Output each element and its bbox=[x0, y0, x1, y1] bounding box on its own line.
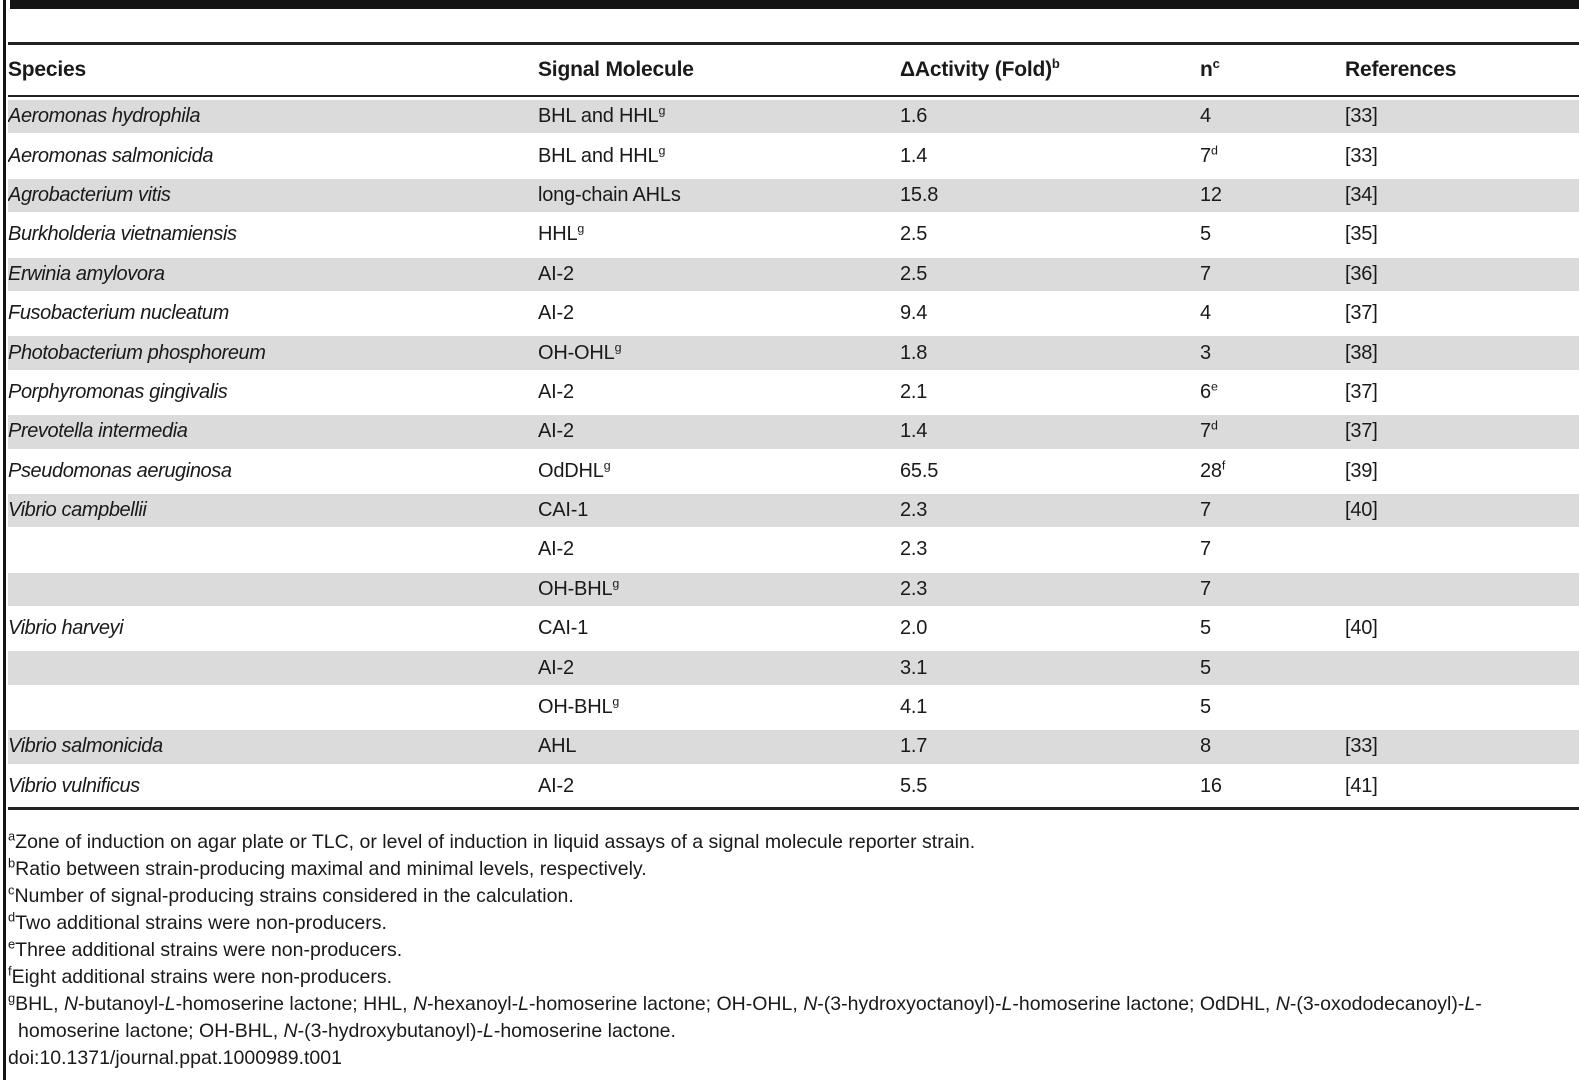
reference-cell: [37] bbox=[1345, 302, 1378, 325]
table-row bbox=[8, 373, 1579, 412]
species-cell: Fusobacterium nucleatum bbox=[8, 302, 229, 325]
signal-molecule-cell: OH-BHL$^g$ bbox=[538, 577, 620, 600]
species-cell: Agrobacterium vitis bbox=[8, 183, 171, 206]
reference-cell: [40] bbox=[1345, 617, 1378, 640]
activity-fold-cell: 1.7 bbox=[900, 735, 928, 758]
reference-cell: [36] bbox=[1345, 262, 1378, 285]
signal-molecule-cell: AI-2 bbox=[538, 380, 574, 403]
species-cell: Photobacterium phosphoreum bbox=[8, 341, 266, 364]
n-cell: 7$^d$ bbox=[1200, 420, 1218, 443]
signal-molecule-cell: AI-2 bbox=[538, 774, 574, 797]
header-activity-sup: b bbox=[1051, 58, 1060, 71]
table-row bbox=[8, 412, 1579, 451]
table-row bbox=[8, 767, 1579, 806]
signal-molecule-cell: BHL and HHL$^g$ bbox=[538, 144, 666, 167]
header-n-sup: c bbox=[1212, 58, 1220, 71]
n-cell: 4 bbox=[1200, 302, 1211, 325]
top-title-bar-fragment bbox=[10, 0, 1579, 9]
table-row bbox=[8, 648, 1579, 687]
n-cell: 28$^f$ bbox=[1200, 459, 1226, 482]
signal-molecule-cell: OdDHL$^g$ bbox=[538, 459, 611, 482]
reference-cell: [33] bbox=[1345, 735, 1378, 758]
species-cell: Burkholderia vietnamiensis bbox=[8, 223, 237, 246]
n-cell: 7 bbox=[1200, 499, 1211, 522]
table-header-row bbox=[8, 45, 1579, 95]
table-row bbox=[8, 452, 1579, 491]
species-cell: Prevotella intermedia bbox=[8, 420, 188, 443]
reference-cell: [34] bbox=[1345, 183, 1378, 206]
n-cell: 6e bbox=[1200, 380, 1218, 403]
signal-molecule-cell: long-chain AHLs bbox=[538, 183, 681, 206]
rule-table-bottom bbox=[8, 807, 1579, 810]
n-cell: 4 bbox=[1200, 105, 1211, 128]
reference-cell: [41] bbox=[1345, 774, 1378, 797]
table-row bbox=[8, 333, 1579, 372]
activity-fold-cell: 2.1 bbox=[900, 380, 928, 403]
signal-molecule-cell: AI-2 bbox=[538, 262, 574, 285]
header-species bbox=[8, 58, 538, 82]
table-row bbox=[8, 97, 1579, 136]
species-cell: Porphyromonas gingivalis bbox=[8, 380, 228, 403]
signal-molecule-cell: HHL$^g$ bbox=[538, 223, 585, 246]
footnote-line: $^a$Zone of induction on agar plate or TLC, or level of induction in liquid assays of a signal molecule reporter strain. bbox=[8, 829, 976, 853]
activity-fold-cell: 1.6 bbox=[900, 105, 928, 128]
activity-fold-cell: 9.4 bbox=[900, 302, 928, 325]
signal-molecule-cell: AI-2 bbox=[538, 302, 574, 325]
reference-cell: [38] bbox=[1345, 341, 1378, 364]
n-cell: 7$^d$ bbox=[1200, 144, 1218, 167]
table-row bbox=[8, 688, 1579, 727]
header-species-label: Species bbox=[8, 58, 86, 81]
footnote-line: $^d$Two additional strains were non-producers. bbox=[8, 910, 387, 934]
activity-fold-cell: 2.3 bbox=[900, 538, 928, 561]
header-references-label: References bbox=[1345, 58, 1457, 81]
footnote-line: $^f$Eight additional strains were non-producers. bbox=[8, 964, 393, 988]
table-body bbox=[8, 97, 1579, 806]
n-cell: 3 bbox=[1200, 341, 1211, 364]
table-row bbox=[8, 530, 1579, 569]
n-cell: 8 bbox=[1200, 735, 1211, 758]
header-references bbox=[1345, 58, 1579, 82]
n-cell: 5 bbox=[1200, 617, 1211, 640]
species-cell: Vibrio campbellii bbox=[8, 499, 147, 522]
footnote-line: $^e$Three additional strains were non-producers. bbox=[8, 937, 403, 961]
table-row bbox=[8, 215, 1579, 254]
table-row bbox=[8, 609, 1579, 648]
signal-molecule-cell: CAI-1 bbox=[538, 499, 589, 522]
signal-molecule-cell: OH-OHL$^g$ bbox=[538, 341, 622, 364]
activity-fold-cell: 1.4 bbox=[900, 144, 928, 167]
footnote-line: $^c$Number of signal-producing strains considered in the calculation. bbox=[8, 883, 574, 907]
header-signal-molecule bbox=[538, 58, 900, 82]
header-activity-label: ΔActivity (Fold) bbox=[900, 58, 1052, 81]
signal-molecule-cell: AI-2 bbox=[538, 420, 574, 443]
table-row bbox=[8, 176, 1579, 215]
signal-molecule-cell: AHL bbox=[538, 735, 577, 758]
table-row bbox=[8, 255, 1579, 294]
n-cell: 12 bbox=[1200, 183, 1222, 206]
activity-fold-cell: 2.5 bbox=[900, 262, 928, 285]
signal-molecule-cell: AI-2 bbox=[538, 656, 574, 679]
activity-fold-cell: 1.8 bbox=[900, 341, 928, 364]
signal-molecule-cell: BHL and HHL$^g$ bbox=[538, 105, 666, 128]
reference-cell: [37] bbox=[1345, 420, 1378, 443]
activity-fold-cell: 2.3 bbox=[900, 577, 928, 600]
header-activity bbox=[900, 58, 1200, 82]
activity-fold-cell: 2.3 bbox=[900, 499, 928, 522]
reference-cell: [37] bbox=[1345, 380, 1378, 403]
left-border-rule bbox=[3, 0, 6, 1080]
doi-text: doi:10.1371/journal.ppat.1000989.t001 bbox=[8, 1047, 342, 1069]
n-cell: 5 bbox=[1200, 656, 1211, 679]
footnote-line: $^b$Ratio between strain-producing maximal and minimal levels, respectively. bbox=[8, 856, 647, 880]
species-cell: Aeromonas salmonicida bbox=[8, 144, 214, 167]
species-cell: Vibrio vulnificus bbox=[8, 774, 140, 797]
activity-fold-cell: 65.5 bbox=[900, 459, 939, 482]
table-row bbox=[8, 727, 1579, 766]
n-cell: 5 bbox=[1200, 696, 1211, 719]
n-cell: 7 bbox=[1200, 262, 1211, 285]
footnotes-block bbox=[8, 829, 1579, 1072]
activity-fold-cell: 2.5 bbox=[900, 223, 928, 246]
species-cell: Aeromonas hydrophila bbox=[8, 105, 201, 128]
reference-cell: [39] bbox=[1345, 459, 1378, 482]
species-cell: Vibrio harveyi bbox=[8, 617, 124, 640]
activity-fold-cell: 15.8 bbox=[900, 183, 939, 206]
n-cell: 7 bbox=[1200, 538, 1211, 561]
reference-cell: [33] bbox=[1345, 105, 1378, 128]
header-signal-label: Signal Molecule bbox=[538, 58, 694, 81]
species-cell: Vibrio salmonicida bbox=[8, 735, 163, 758]
header-n bbox=[1200, 58, 1345, 82]
n-cell: 5 bbox=[1200, 223, 1211, 246]
n-cell: 7 bbox=[1200, 577, 1211, 600]
signal-molecule-cell: AI-2 bbox=[538, 538, 574, 561]
reference-cell: [33] bbox=[1345, 144, 1378, 167]
n-cell: 16 bbox=[1200, 774, 1222, 797]
activity-fold-cell: 2.0 bbox=[900, 617, 928, 640]
table-row bbox=[8, 570, 1579, 609]
reference-cell: [40] bbox=[1345, 499, 1378, 522]
table-row bbox=[8, 136, 1579, 175]
table-row bbox=[8, 294, 1579, 333]
footnote-line: homoserine lactone; OH-BHL, N-(3-hydroxybutanoyl)-L-homoserine lactone. bbox=[18, 1020, 676, 1042]
species-cell: Erwinia amylovora bbox=[8, 262, 165, 285]
signal-molecule-cell: OH-BHL$^g$ bbox=[538, 696, 620, 719]
signal-molecule-cell: CAI-1 bbox=[538, 617, 589, 640]
table-row bbox=[8, 491, 1579, 530]
activity-fold-cell: 4.1 bbox=[900, 696, 928, 719]
activity-fold-cell: 1.4 bbox=[900, 420, 928, 443]
activity-fold-cell: 5.5 bbox=[900, 774, 928, 797]
species-cell: Pseudomonas aeruginosa bbox=[8, 459, 232, 482]
footnote-line: $^g$BHL, N-butanoyl-L-homoserine lactone; HHL, N-hexanoyl-L-homoserine lactone; OH-OHL, N-(3-hydroxyoctanoyl)-L-homoserine lactone; OdDHL, N-(3-oxododecanoyl)-L- bbox=[8, 991, 1482, 1015]
reference-cell: [35] bbox=[1345, 223, 1378, 246]
header-n-label: n bbox=[1200, 58, 1213, 81]
activity-fold-cell: 3.1 bbox=[900, 656, 928, 679]
